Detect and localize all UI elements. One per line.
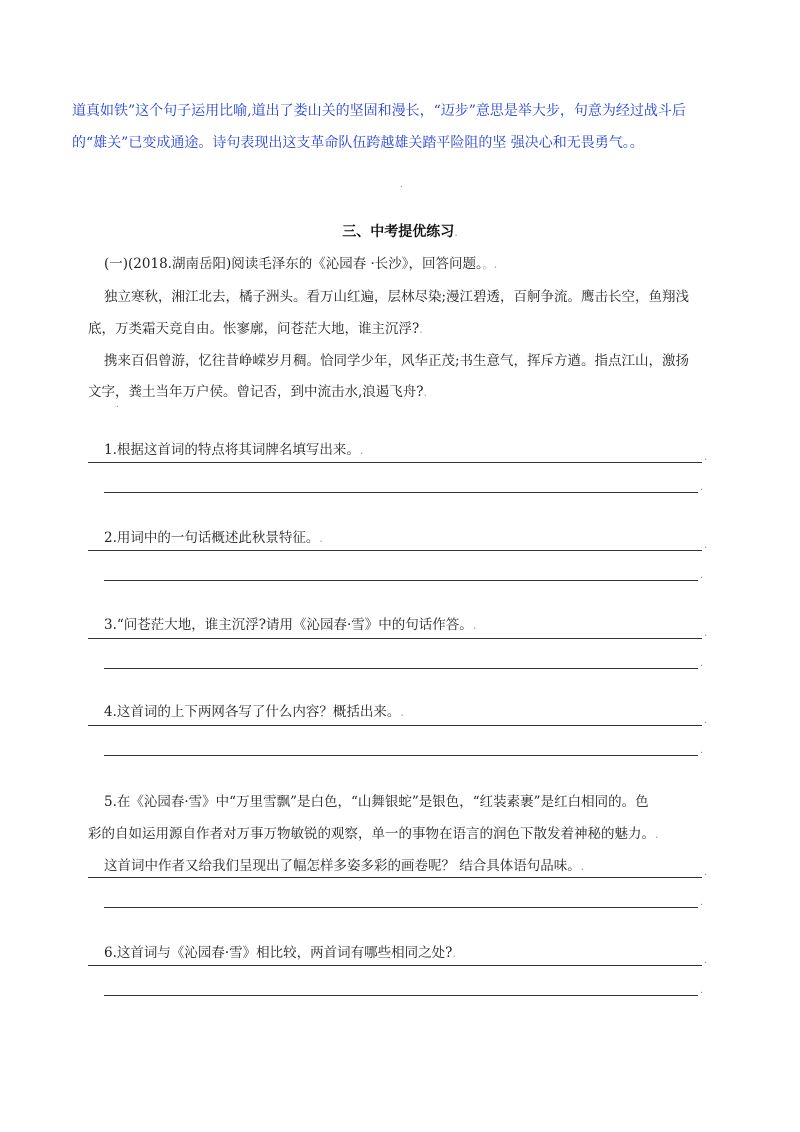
- question-1-text: 1.根据这首词的特点将其词牌名填写出来。: [104, 442, 360, 458]
- paragraph-mark: .: [472, 619, 477, 632]
- poem-line-3: 携来百侣曾游，忆往昔峥嵘岁月稠。恰同学少年，风华正茂;书生意气，挥斥方遒。指点江山，激扬: [104, 353, 690, 369]
- paragraph-mark: .: [700, 745, 704, 756]
- paragraph-mark: .: [704, 628, 708, 639]
- paragraph-mark: .: [700, 985, 704, 996]
- paragraph-mark: .: [400, 180, 403, 190]
- question-4: [104, 700, 404, 720]
- paragraph-mark: .: [704, 452, 708, 463]
- paragraph-mark: .: [704, 867, 708, 878]
- question-5-line-2: [88, 822, 659, 842]
- question-6-text: 6.这首词与《沁园春·雪》相比较，两首词有哪些相同之处?: [104, 945, 453, 961]
- answer-line[interactable]: [88, 550, 702, 551]
- instruction-text: (一)(2018.湖南岳阳)阅读毛泽东的《沁园春 ·长沙》，回答问题。: [104, 256, 483, 272]
- poem-line-1: 独立寒秋，湘江北去，橘子洲头。看万山红遍，层林尽染;漫江碧透，百舸争流。鹰击长空，鱼翔浅: [104, 289, 690, 305]
- answer-line[interactable]: [104, 755, 698, 756]
- question-2: [104, 526, 323, 546]
- paragraph-mark: .: [359, 444, 364, 457]
- answer-line[interactable]: [88, 462, 702, 463]
- paragraph-mark: .: [400, 706, 404, 719]
- answer-line[interactable]: [88, 877, 702, 878]
- paragraph-mark: .: [423, 386, 428, 399]
- paragraph-mark: 。.: [482, 258, 498, 271]
- poem-line-4-text: 文字，粪土当年万户侯。曾记否，到中流击水,浪遏飞舟?: [88, 384, 424, 400]
- question-5-line-3: [104, 854, 584, 874]
- question-3-text: 3.“问苍茫大地，谁主沉浮?请用《沁园春·雪》中的句话作答。: [104, 617, 473, 633]
- paragraph-mark: .: [319, 532, 323, 545]
- paragraph-mark: .: [704, 715, 708, 726]
- poem-line-2-text: 底，万类霜天竞自由。怅寥廓，问苍茫大地，谁主沉浮?: [88, 321, 420, 337]
- section-heading: [0, 221, 800, 241]
- paragraph-mark: .: [700, 897, 704, 908]
- answer-line[interactable]: [104, 580, 698, 581]
- answer-line[interactable]: [104, 907, 698, 908]
- paragraph-mark: .: [454, 226, 458, 239]
- answer-line[interactable]: [104, 668, 698, 669]
- question-3: [104, 613, 476, 633]
- answer-line[interactable]: [88, 965, 702, 966]
- question-5-line-2-text: 彩的自如运用源自作者对万事万物敏锐的观察，单一的事物在语言的润色下散发着神秘的魅力。: [88, 826, 655, 842]
- reading-instruction: [104, 252, 497, 272]
- question-5-line-3-text: 这首词中作者又给我们呈现出了幅怎样多姿多彩的画卷呢？ 结合具体语句品味。: [104, 858, 581, 874]
- answer-text-line-2: 的“雄关”已变成通途。诗句表现出这支革命队伍跨越雄关踏平险阻的坚 强决心和无畏勇气。。: [72, 135, 644, 151]
- paragraph-mark: .: [704, 540, 708, 551]
- answer-text-line-1: 道真如铁”这个句子运用比喻,道出了娄山关的坚固和漫长，“迈步”意思是举大步，句意为经过战斗后: [72, 103, 686, 119]
- question-6: [104, 941, 456, 961]
- question-1: [104, 438, 363, 458]
- answer-line[interactable]: [88, 638, 702, 639]
- paragraph-mark: .: [419, 323, 423, 336]
- question-2-text: 2.用词中的一句话概述此秋景特征。: [104, 530, 320, 546]
- paragraph-mark: .: [704, 955, 708, 966]
- paragraph-mark: .: [655, 828, 659, 841]
- poem-line-2: [88, 317, 423, 337]
- section-title: 三、中考提优练习: [342, 224, 455, 240]
- question-5-line-1: 5.在《沁园春·雪》中“万里雪飘”是白色，“山舞银蛇”是银色，“红装素裹”是红白相同的。色: [104, 794, 649, 810]
- paragraph-mark: .: [116, 400, 119, 410]
- poem-line-4: [88, 380, 427, 400]
- answer-line[interactable]: [104, 995, 698, 996]
- answer-line[interactable]: [88, 725, 702, 726]
- paragraph-mark: .: [700, 570, 704, 581]
- answer-line[interactable]: [104, 492, 698, 493]
- paragraph-mark: .: [452, 947, 456, 960]
- paragraph-mark: .: [580, 860, 585, 873]
- question-4-text: 4.这首词的上下两网各写了什么内容？概括出来。: [104, 704, 401, 720]
- paragraph-mark: .: [700, 482, 704, 493]
- paragraph-mark: .: [700, 658, 704, 669]
